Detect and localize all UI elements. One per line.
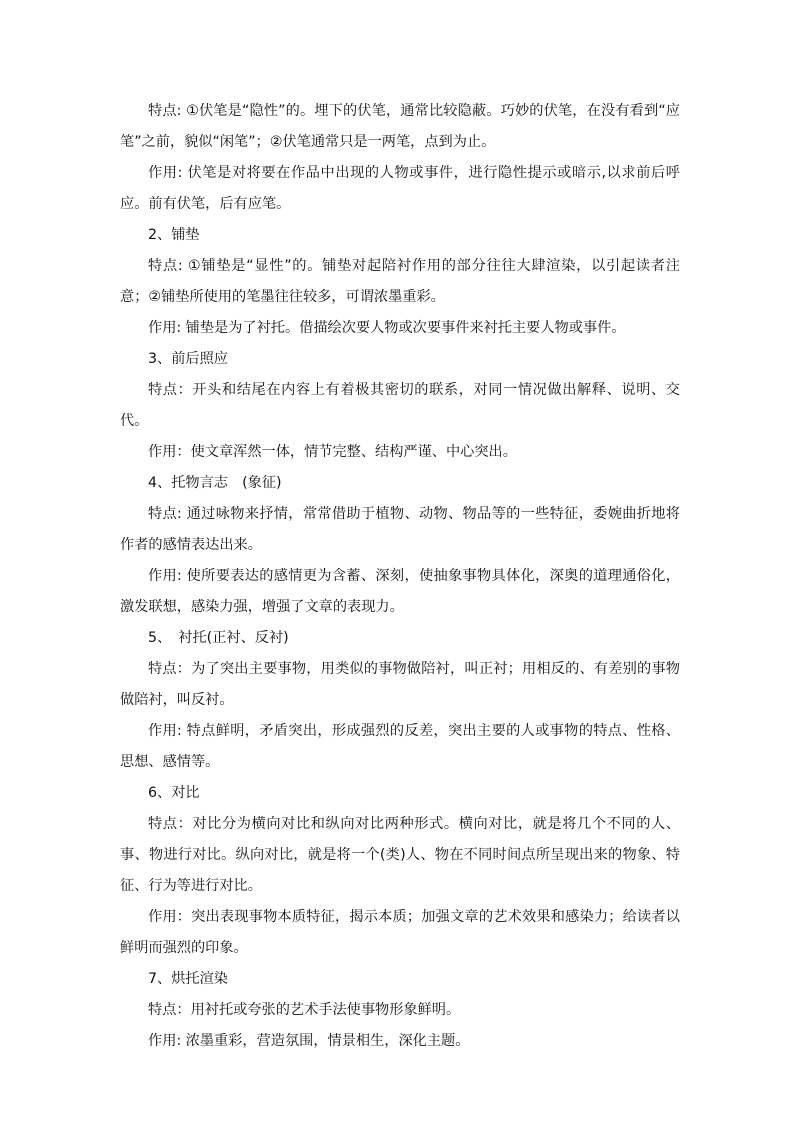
paragraph-setup-features: 特点: ①铺垫是“显性”的。铺垫对起陪衬作用的部分往往大肆渲染，以引起读者注意；②铺垫所使用的笔墨往往较多，可谓浓墨重彩。 [120, 258, 680, 305]
paragraph-foreshadow-features: 特点: ①伏笔是“隐性”的。埋下的伏笔，通常比较隐蔽。巧妙的伏笔，在没有看到“应笔”之前，貌似“闲笔”；②伏笔通常只是一两笔，点到为止。 [120, 103, 680, 150]
paragraph-contrast-set-features: 特点：为了突出主要事物，用类似的事物做陪衬，叫正衬；用相反的、有差别的事物做陪衬，叫反衬。 [120, 661, 680, 708]
paragraph-symbol-function: 作用: 使所要表达的感情更为含蓄、深刻，使抽象事物具体化，深奥的道理通俗化，激发联想，感染力强，增强了文章的表现力。 [120, 568, 680, 615]
document-body [120, 96, 680, 1057]
section-heading-3: 3、前后照应 [148, 351, 228, 367]
section-heading-2: 2、铺垫 [148, 227, 200, 243]
section-heading-6: 6、对比 [148, 785, 200, 801]
section-heading-4: 4、托物言志 (象征) [148, 475, 282, 491]
paragraph-contrast-set-function: 作用: 特点鲜明，矛盾突出，形成强烈的反差，突出主要的人或事物的特点、性格、思想、感情等。 [120, 723, 680, 770]
paragraph-echo-function: 作用：使文章浑然一体，情节完整、结构严谨、中心突出。 [148, 444, 517, 460]
paragraph-symbol-features: 特点: 通过咏物来抒情，常常借助于植物、动物、物品等的一些特征，委婉曲折地将作者的感情表达出来。 [120, 506, 680, 553]
paragraph-setup-function: 作用: 铺垫是为了衬托。借描绘次要人物或次要事件来衬托主要人物或事件。 [148, 320, 626, 336]
paragraph-render-function: 作用: 浓墨重彩，营造氛围，情景相生，深化主题。 [148, 1033, 470, 1049]
paragraph-render-features: 特点：用衬托或夸张的艺术手法使事物形象鲜明。 [148, 1002, 461, 1018]
section-heading-5: 5、 衬托(正衬、反衬) [148, 630, 289, 646]
paragraph-echo-features: 特点：开头和结尾在内容上有着极其密切的联系，对同一情况做出解释、说明、交代。 [120, 382, 680, 429]
paragraph-comparison-function: 作用：突出表现事物本质特征，揭示本质；加强文章的艺术效果和感染力；给读者以鲜明而强烈的印象。 [120, 909, 680, 956]
paragraph-foreshadow-function: 作用: 伏笔是对将要在作品中出现的人物或事件，进行隐性提示或暗示,以求前后呼应。前有伏笔，后有应笔。 [120, 165, 680, 212]
section-heading-7: 7、烘托渲染 [148, 971, 228, 987]
paragraph-comparison-features: 特点：对比分为横向对比和纵向对比两种形式。横向对比，就是将几个不同的人、事、物进行对比。纵向对比，就是将一个(类)人、物在不同时间点所呈现出来的物象、特征、行为等进行对比。 [120, 816, 680, 894]
